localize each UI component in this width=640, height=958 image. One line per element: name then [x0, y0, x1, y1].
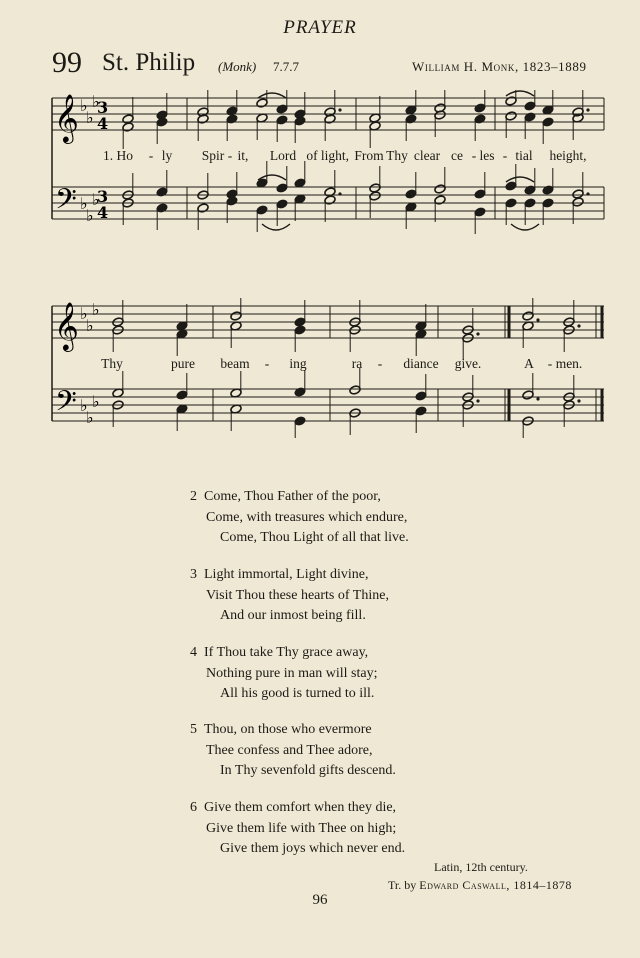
stanza-line-text: Give them life with Thee on high; — [206, 820, 397, 836]
svg-text:♭: ♭ — [80, 194, 88, 213]
svg-text:♭: ♭ — [92, 300, 100, 319]
note-head — [176, 390, 188, 400]
stanza-line-text: Nothing pure in man will stay; — [206, 665, 378, 681]
note-head — [474, 207, 486, 217]
augmentation-dot — [338, 192, 341, 195]
stanza-line-text: Thou, on those who evermore — [204, 722, 372, 737]
svg-text:3: 3 — [97, 98, 109, 117]
note-head — [524, 101, 536, 111]
tune-name: St. Philip — [102, 49, 196, 76]
svg-text:♭: ♭ — [86, 206, 94, 225]
slur — [262, 224, 290, 230]
source-attribution: Latin, 12th century. — [434, 860, 528, 874]
stanza-number: 5 — [190, 722, 197, 737]
section-heading: PRAYER — [283, 17, 357, 38]
lyric-syllable: ra — [351, 356, 363, 371]
note-head — [474, 103, 486, 113]
system-1-lyrics — [103, 148, 587, 163]
svg-text:4: 4 — [97, 114, 109, 133]
note-head — [505, 198, 517, 208]
lyric-syllable: ing — [289, 356, 307, 371]
stanza-line-text: Come, with treasures which endure, — [206, 509, 408, 525]
lyric-syllable: A — [524, 356, 534, 371]
stanza-line-text: Come, Thou Light of all that live. — [220, 530, 409, 545]
note-head — [524, 185, 536, 195]
note-head — [505, 96, 517, 106]
stanza — [190, 487, 409, 549]
stanza-line-text: Light immortal, Light divine, — [204, 567, 369, 582]
stanza-line — [190, 508, 409, 529]
page-number: 96 — [312, 892, 328, 908]
augmentation-dot — [536, 318, 539, 321]
lyric-syllable: From — [354, 148, 384, 163]
stanza-line-text: And our inmost being fill. — [220, 608, 366, 623]
lyric-syllable: height, — [549, 148, 587, 163]
stanza — [190, 565, 389, 627]
svg-text:♭: ♭ — [86, 408, 94, 427]
system-2-lyrics — [101, 356, 582, 371]
augmentation-dot — [586, 108, 589, 111]
lyric-syllable: of — [306, 148, 318, 163]
lyric-syllable: - — [264, 356, 270, 371]
note-head — [474, 189, 486, 199]
stanza-line — [190, 606, 389, 627]
slur — [258, 93, 286, 98]
stanza — [190, 720, 396, 782]
tune-source: (Monk) — [218, 59, 257, 74]
stanza — [190, 798, 405, 860]
augmentation-dot — [338, 108, 341, 111]
note-head — [524, 198, 536, 208]
note-head — [156, 187, 168, 197]
lyric-syllable: beam — [220, 356, 250, 371]
stanza-line — [190, 798, 405, 819]
meter: 7.7.7 — [273, 59, 299, 74]
stanza-line-text: All his good is turned to ill. — [220, 686, 375, 701]
treble-staff — [52, 98, 604, 130]
augmentation-dot — [476, 399, 479, 402]
stanza-line — [190, 565, 389, 586]
augmentation-dot — [577, 399, 580, 402]
stanza-line-text: Visit Thou these hearts of Thine, — [206, 587, 389, 603]
hymn-number: 99 — [52, 46, 82, 79]
lyric-syllable: Lord — [269, 148, 297, 163]
translator-name: Edward Caswall, 1814–1878 — [419, 878, 572, 892]
note-head — [294, 325, 306, 335]
note-head — [405, 189, 417, 199]
lyric-syllable: - — [547, 356, 553, 371]
lyric-syllable: 1. Ho — [103, 148, 133, 163]
stanza-line — [190, 528, 409, 549]
note-head — [276, 183, 288, 193]
treble-clef-icon: 𝄞 — [54, 301, 79, 350]
note-head — [156, 203, 168, 213]
lyric-syllable: les — [479, 148, 495, 163]
lyric-syllable: ce — [451, 148, 463, 163]
treble-clef-icon: 𝄞 — [54, 93, 79, 142]
note-head — [415, 406, 427, 416]
lyric-syllable: - — [377, 356, 383, 371]
svg-text:♭: ♭ — [80, 396, 88, 415]
stanza-number: 3 — [190, 567, 197, 582]
stanza-number: 4 — [190, 645, 197, 660]
note-head — [324, 195, 336, 205]
stanza-line-text: Give them joys which never end. — [220, 841, 406, 856]
augmentation-dot — [536, 397, 539, 400]
note-head — [256, 205, 268, 215]
stanza-line-text: Give them comfort when they die, — [204, 800, 397, 815]
bass-clef-icon: 𝄢 — [55, 385, 77, 425]
lyric-syllable: clear — [413, 148, 441, 163]
composer: William H. Monk, 1823–1889 — [412, 59, 587, 74]
stanza-line — [190, 720, 396, 741]
svg-text:♭: ♭ — [92, 190, 100, 209]
stanza-line — [190, 664, 377, 685]
svg-text:♭: ♭ — [86, 108, 94, 127]
note-head — [294, 416, 306, 426]
note-head — [505, 181, 517, 191]
lyric-syllable: - — [148, 148, 154, 163]
note-head — [294, 387, 306, 397]
lyric-syllable: diance — [403, 356, 439, 371]
note-head — [505, 111, 517, 121]
note-head — [197, 203, 209, 213]
svg-text:♭: ♭ — [92, 392, 100, 411]
stanza-line — [190, 643, 377, 664]
note-head — [542, 117, 554, 127]
stanza-line — [190, 586, 389, 607]
note-head — [434, 184, 446, 194]
note-head — [572, 197, 584, 207]
note-head — [522, 390, 534, 400]
lyric-syllable: ly — [161, 148, 173, 163]
note-head — [405, 114, 417, 124]
lyric-syllable: tial — [515, 148, 533, 163]
music-system-1 — [0, 90, 640, 250]
lyric-syllable: - — [471, 148, 477, 163]
stanza-number: 6 — [190, 800, 197, 815]
note-head — [349, 385, 361, 395]
augmentation-dot — [476, 332, 479, 335]
note-head — [226, 106, 238, 116]
stanza-line-text: In Thy sevenfold gifts descend. — [220, 763, 396, 778]
stanza-line — [190, 819, 405, 840]
lyric-syllable: give. — [454, 356, 482, 371]
stanza-line-text: Come, Thou Father of the poor, — [204, 489, 381, 504]
svg-text:♭: ♭ — [92, 92, 100, 111]
note-head — [226, 114, 238, 124]
note-head — [122, 122, 134, 132]
lyric-syllable: it, — [237, 148, 249, 163]
note-head — [415, 391, 427, 401]
note-head — [256, 98, 268, 108]
music-system-2 — [0, 298, 640, 438]
note-head — [294, 317, 306, 327]
slur — [506, 91, 534, 96]
note-head — [230, 311, 242, 321]
bass-staff — [52, 389, 604, 421]
note-head — [542, 198, 554, 208]
lyric-syllable: pure — [171, 356, 195, 371]
note-head — [524, 112, 536, 122]
note-head — [434, 195, 446, 205]
svg-text:4: 4 — [97, 203, 109, 222]
svg-text:♭: ♭ — [86, 316, 94, 335]
note-head — [542, 185, 554, 195]
stanza — [190, 643, 377, 705]
lyric-syllable: Thy — [386, 148, 408, 163]
note-head — [369, 191, 381, 201]
stanza-line-text: Thee confess and Thee adore, — [206, 742, 373, 758]
svg-text:♭: ♭ — [80, 96, 88, 115]
stanza-number: 2 — [190, 489, 197, 504]
lyric-syllable: light, — [320, 148, 350, 163]
augmentation-dot — [586, 192, 589, 195]
stanza-line — [190, 684, 377, 705]
note-head — [522, 311, 534, 321]
note-head — [276, 115, 288, 125]
stanza-line — [190, 741, 396, 762]
stanza-line — [190, 761, 396, 782]
lyric-syllable: Spir — [201, 148, 225, 163]
translator-prefix: Tr. by — [388, 878, 417, 892]
slur — [506, 177, 534, 182]
note-head — [276, 104, 288, 114]
translator-attribution — [388, 878, 572, 893]
bass-clef-icon: 𝄢 — [55, 183, 77, 223]
note-head — [474, 114, 486, 124]
note-head — [276, 199, 288, 209]
lyric-syllable: men. — [555, 356, 583, 371]
lyric-syllable: - — [502, 148, 508, 163]
augmentation-dot — [577, 324, 580, 327]
lyric-syllable: Thy — [101, 356, 123, 371]
stanza-line — [190, 487, 409, 508]
stanza-line-text: If Thou take Thy grace away, — [204, 645, 369, 660]
stanza-line — [190, 839, 405, 860]
svg-text:3: 3 — [97, 187, 109, 206]
treble-staff — [52, 306, 604, 338]
lyric-syllable: - — [227, 148, 233, 163]
bass-staff — [52, 187, 604, 219]
svg-text:♭: ♭ — [80, 304, 88, 323]
